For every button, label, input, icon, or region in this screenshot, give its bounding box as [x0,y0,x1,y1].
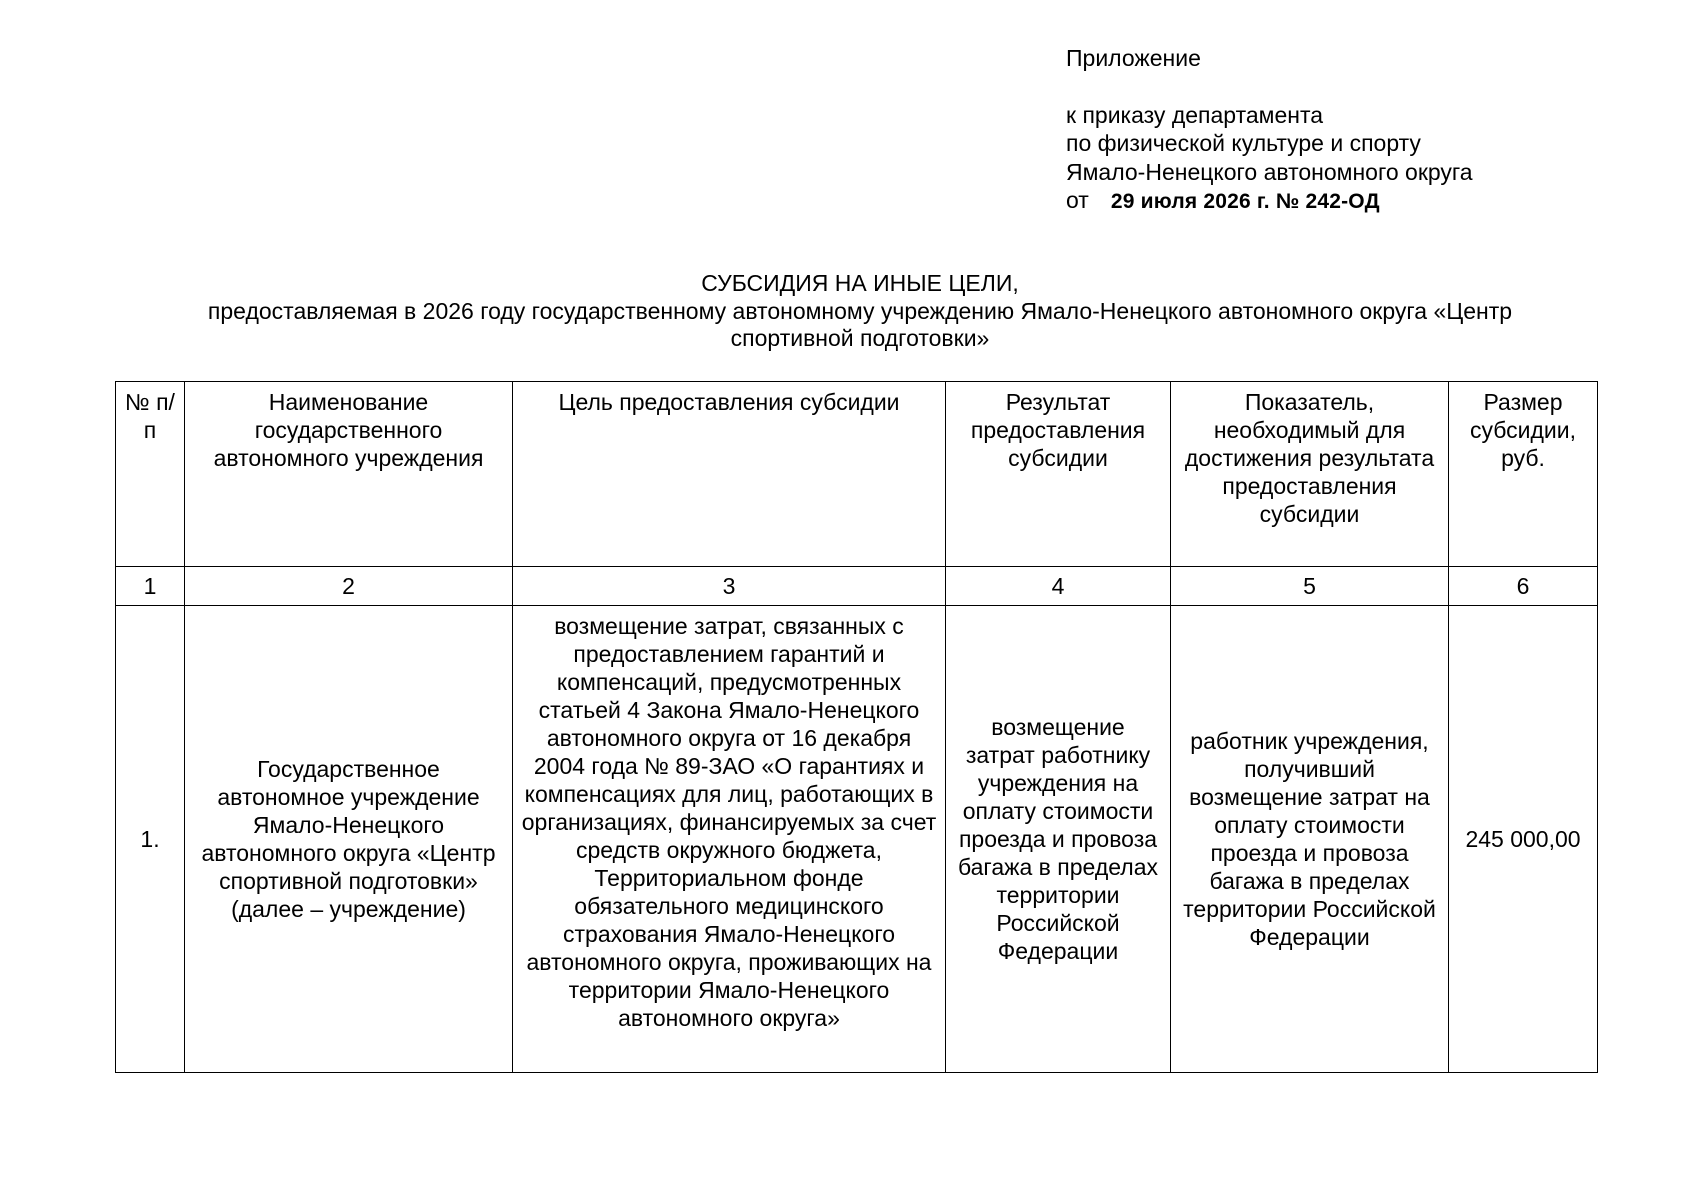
column-number-row [116,567,1598,606]
table-row [116,606,1598,1073]
header-goal: Цель предоставления субсидии [513,382,946,567]
header-result: Результат предоставления субсидии [946,382,1171,567]
institution-name: Государственное автономное учреждение Ямало-Ненецкого автономного округа «Центр спортивной подготовки» (далее – учреждение) [185,606,513,1073]
appendix-date-line [1066,186,1473,217]
date-prefix: от [1066,187,1089,213]
appendix-gap [1066,73,1473,101]
table-header-row [116,382,1598,567]
achievement-indicator: работник учреждения, получивший возмещение затрат на оплату стоимости проезда и провоза багажа в пределах территории Российской Федерации [1171,606,1449,1073]
subsidy-table [115,381,1598,1073]
document-title [150,270,1570,353]
appendix-header [1066,44,1473,217]
header-institution: Наименование государственного автономного учреждения [185,382,513,567]
appendix-department-line: по физической культуре и спорту [1066,130,1421,156]
subsidy-goal: возмещение затрат, связанных с предоставлением гарантий и компенсаций, предусмотренных статьей 4 Закона Ямало-Ненецкого автономного округа от 16 декабря 2004 года № 89-ЗАО «О гарантиях и компенсациях для лиц, работающих в организациях, финансируемых за счет средств окружного бюджета, Территориальном фонде обязательного медицинского страхования Ямало-Ненецкого автономного округа, проживающих на территории Ямало-Ненецкого автономного округа» [513,606,946,1073]
column-number: 3 [513,567,946,606]
subsidy-amount: 245 000,00 [1449,606,1598,1073]
header-amount: Размер субсидии, руб. [1449,382,1598,567]
title-main: СУБСИДИЯ НА ИНЫЕ ЦЕЛИ, [701,270,1019,296]
order-date-number: 29 июля 2026 г. № 242-ОД [1110,190,1380,213]
subsidy-result: возмещение затрат работнику учреждения на оплату стоимости проезда и провоза багажа в пределах территории Российской Федерации [946,606,1171,1073]
appendix-region-line: Ямало-Ненецкого автономного округа [1066,158,1473,185]
column-number: 4 [946,567,1171,606]
appendix-order-line: к приказу департамента [1066,101,1324,128]
column-number: 1 [116,567,185,606]
appendix-label: Приложение [1066,45,1201,71]
column-number: 6 [1449,567,1598,606]
column-number: 2 [185,567,513,606]
header-number: № п/п [116,382,185,567]
row-number: 1. [116,606,185,1073]
header-indicator: Показатель, необходимый для достижения результата предоставления субсидии [1171,382,1449,567]
column-number: 5 [1171,567,1449,606]
title-subtitle: предоставляемая в 2026 году государственному автономному учреждению Ямало-Ненецкого автономного округа «Центр спортивной подготовки» [207,297,1513,351]
